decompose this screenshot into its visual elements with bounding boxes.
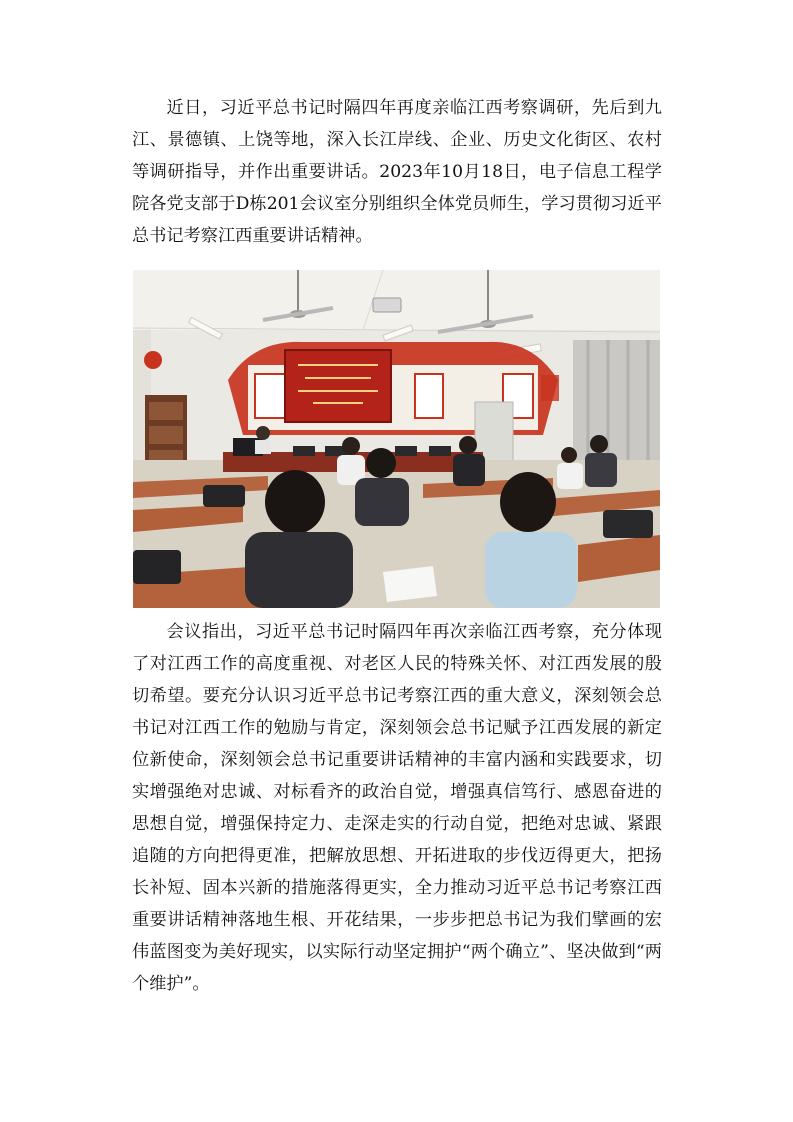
paragraph-2-text: 会议指出，习近平总书记时隔四年再次亲临江西考察，充分体现了对江西工作的高度重视、对老区人民的特殊关怀、对江西发展的殷切希望。要充分认识习近平总书记考察江西的重大意义，深刻领会总书记对江西工作的勉励与肯定，深刻领会总书记赋予江西发展的新定位新使命，深刻领会总书记重要讲话精神的丰富内涵和实践要求，切实增强绝对忠诚、对标看齐的政治自觉，增强真信笃行、感恩奋进的思想自觉，增强保持定力、走深走实的行动自觉，把绝对忠诚、紧跟追随的方向把得更准，把解放思想、开拓进取的步伐迈得更大，把扬长补短、固本兴新的措施落得更实，全力推动习近平总书记考察江西重要讲话精神落地生根、开花结果，一步步把总书记为我们擘画的宏伟蓝图变为美好现实，以实际行动坚定拥护“两个确立”、坚决做到“两个维护”。 (132, 622, 662, 994)
article-paragraph-2 (132, 616, 662, 1000)
projector (373, 298, 401, 312)
projection-screen (285, 350, 391, 422)
meeting-photo (133, 270, 660, 608)
meeting-photo-illustration (133, 270, 660, 608)
paragraph-1-text: 近日，习近平总书记时隔四年再度亲临江西考察调研，先后到九江、景德镇、上饶等地，深入长江岸线、企业、历史文化街区、农村等调研指导，并作出重要讲话。2023年10月18日，电子信息工程学院各党支部于D栋201会议室分别组织全体党员师生，学习贯彻习近平总书记考察江西重要讲话精神。 (132, 98, 662, 246)
article-paragraph-1 (132, 92, 662, 252)
